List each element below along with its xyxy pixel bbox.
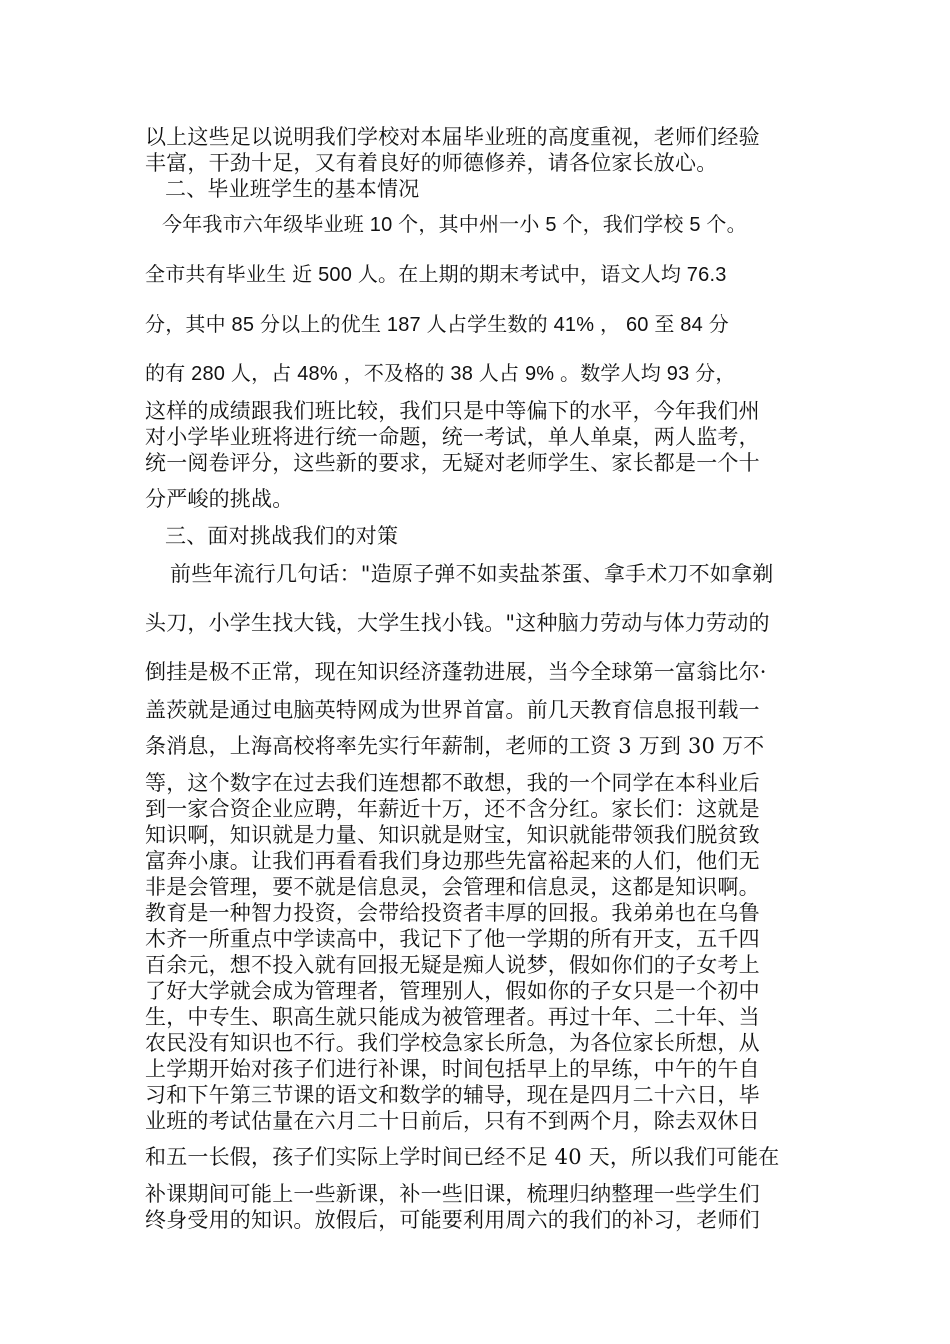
text-line: 业班的考试估量在六月二十日前后，只有不到两个月，除去双休日 <box>145 1109 760 1133</box>
text-line: 对小学毕业班将进行统一命题，统一考试，单人单桌，两人监考， <box>145 425 760 449</box>
text-line: 了好大学就会成为管理者，管理别人，假如你的子女只是一个初中 <box>145 979 760 1003</box>
text-line: 分严峻的挑战。 <box>145 487 294 511</box>
text-line: 这样的成绩跟我们班比较，我们只是中等偏下的水平，今年我们州 <box>145 399 760 423</box>
text-line: 盖茨就是通过电脑英特网成为世界首富。前几天教育信息报刊载一 <box>145 698 760 722</box>
text-line: 教育是一种智力投资，会带给投资者丰厚的回报。我弟弟也在乌鲁 <box>145 901 760 925</box>
text-line: 知识啊，知识就是力量、知识就是财宝，知识就能带领我们脱贫致 <box>145 823 760 847</box>
text-line: 和五一长假，孩子们实际上学时间已经不足 40 天，所以我们可能在 <box>145 1145 780 1169</box>
text-line: 丰富，干劲十足，又有着良好的师德修养，请各位家长放心。 <box>145 151 718 175</box>
section-heading: 三、面对挑战我们的对策 <box>165 524 399 548</box>
text-line: 倒挂是极不正常，现在知识经济蓬勃进展，当今全球第一富翁比尔· <box>145 660 767 684</box>
text-line: 前些年流行几句话："造原子弹不如卖盐茶蛋、拿手术刀不如拿剃 <box>170 562 774 586</box>
text-line: 百余元，想不投入就有回报无疑是痴人说梦，假如你们的子女考上 <box>145 953 760 977</box>
text-line: 富奔小康。让我们再看看我们身边那些先富裕起来的人们，他们无 <box>145 849 760 873</box>
text-line: 以上这些足以说明我们学校对本届毕业班的高度重视，老师们经验 <box>145 125 760 149</box>
text-line: 补课期间可能上一些新课，补一些旧课，梳理归纳整理一些学生们 <box>145 1182 760 1206</box>
text-line: 的有 280 人，占 48% ，不及格的 38 人占 9% 。数学人均 93 分， <box>145 363 736 385</box>
text-line: 农民没有知识也不行。我们学校急家长所急，为各位家长所想，从 <box>145 1031 760 1055</box>
text-line: 终身受用的知识。放假后，可能要利用周六的我们的补习，老师们 <box>145 1208 760 1232</box>
text-line: 分，其中 85 分以上的优生 187 人占学生数的 41% ， 60 至 84 分 <box>145 314 729 336</box>
section-heading: 二、毕业班学生的基本情况 <box>165 177 420 201</box>
text-line: 到一家合资企业应聘，年薪近十万，还不含分红。家长们：这就是 <box>145 797 760 821</box>
text-line: 木齐一所重点中学读高中，我记下了他一学期的所有开支，五千四 <box>145 927 760 951</box>
text-line: 头刀，小学生找大钱，大学生找小钱。"这种脑力劳动与体力劳动的 <box>145 611 770 635</box>
text-line: 条消息，上海高校将率先实行年薪制，老师的工资 3 万到 30 万不 <box>145 734 765 758</box>
text-line: 等，这个数字在过去我们连想都不敢想，我的一个同学在本科业后 <box>145 771 760 795</box>
text-line: 生，中专生、职高生就只能成为被管理者。再过十年、二十年、当 <box>145 1005 760 1029</box>
text-line: 统一阅卷评分，这些新的要求，无疑对老师学生、家长都是一个十 <box>145 451 760 475</box>
text-line: 非是会管理，要不就是信息灵，会管理和信息灵，这都是知识啊。 <box>145 875 760 899</box>
text-line: 习和下午第三节课的语文和数学的辅导，现在是四月二十六日，毕 <box>145 1083 760 1107</box>
text-line: 今年我市六年级毕业班 10 个，其中州一小 5 个，我们学校 5 个。 <box>162 214 747 236</box>
text-line: 全市共有毕业生 近 500 人。在上期的期末考试中，语文人均 76.3 <box>145 264 727 286</box>
text-line: 上学期开始对孩子们进行补课，时间包括早上的早练，中午的午自 <box>145 1057 760 1081</box>
